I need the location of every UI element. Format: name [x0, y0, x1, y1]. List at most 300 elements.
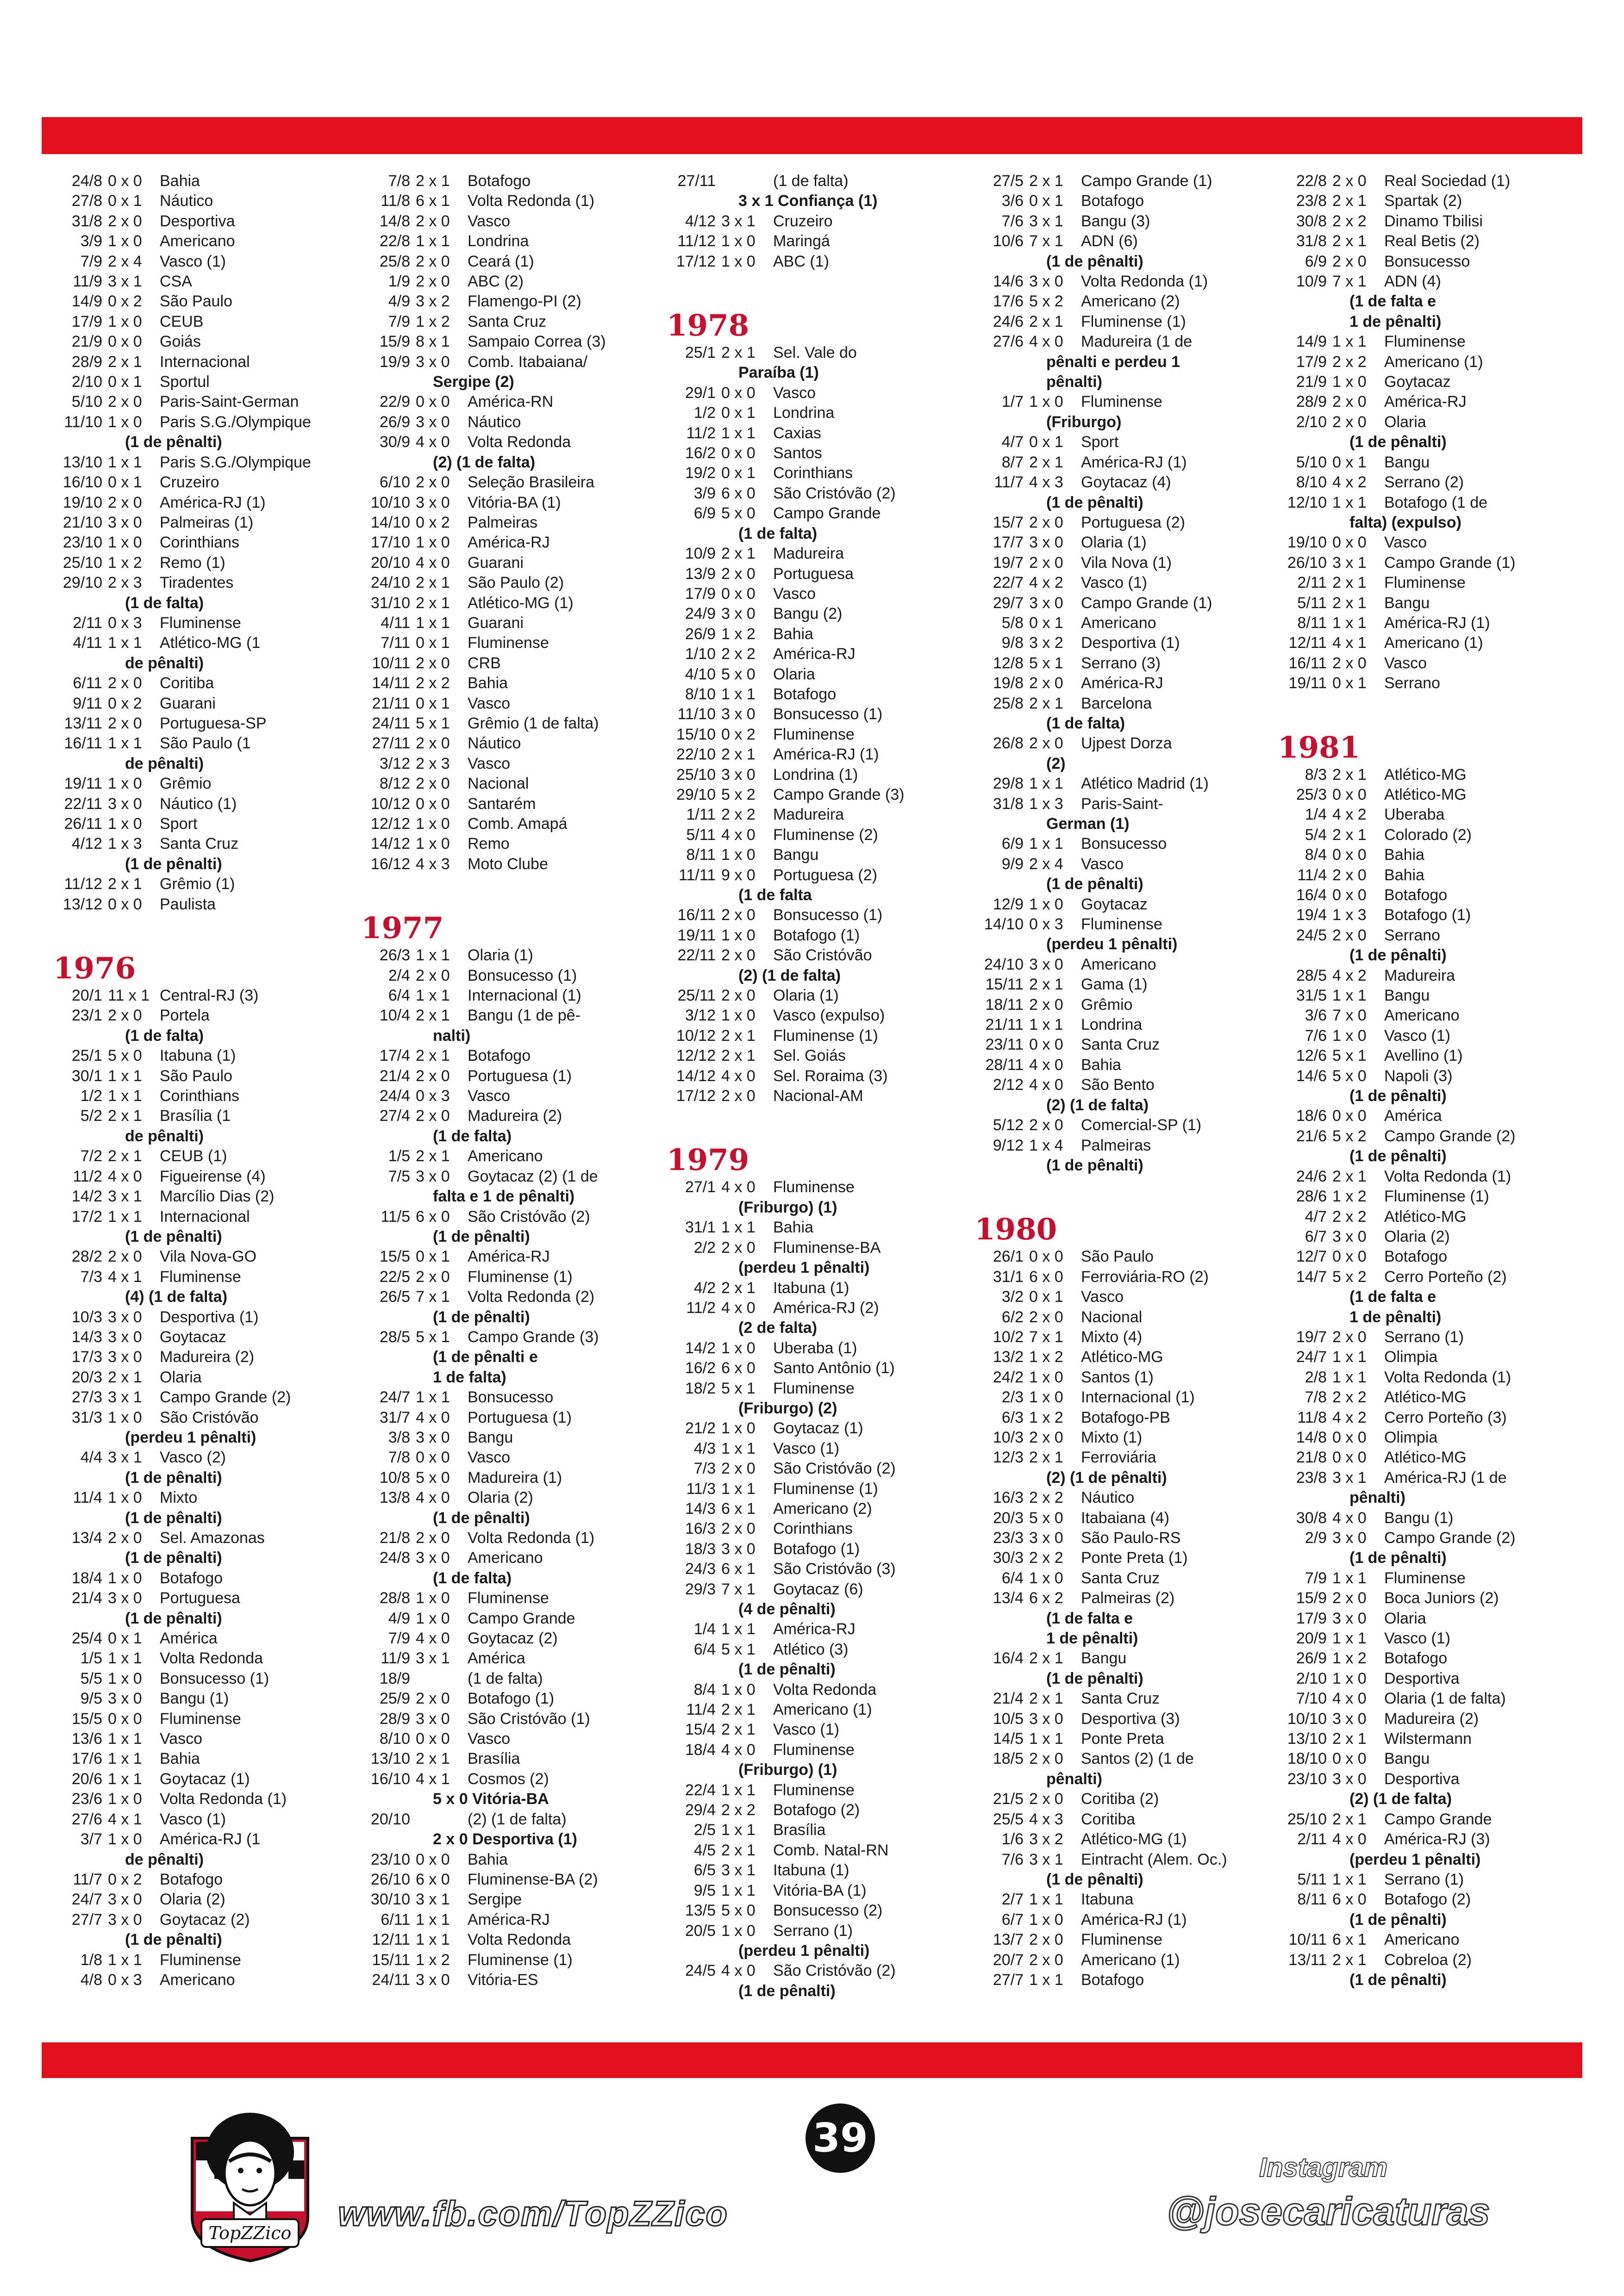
match-opponent: Americano (2)	[1081, 292, 1180, 311]
match-note: (1 de falta)	[738, 524, 818, 542]
match-opponent: Vila Nova-GO	[160, 1248, 257, 1266]
match-score: 1 x 1	[1332, 1569, 1367, 1587]
match-date: 2/10	[1296, 413, 1327, 431]
match-date: 18/4	[71, 1569, 102, 1587]
match-row	[352, 1408, 676, 1428]
match-score: 2 x 1	[1029, 312, 1063, 330]
match-score: 2 x 0	[108, 212, 142, 230]
match-score: 0 x 1	[416, 634, 450, 652]
match-date: 9/8	[1001, 634, 1024, 652]
match-row	[1268, 1950, 1593, 1970]
match-date: 11/8	[1297, 1408, 1327, 1426]
match-opponent: Barcelona	[1081, 694, 1152, 712]
match-row	[657, 212, 981, 231]
match-note: (perdeu 1 pênalti)	[1349, 1850, 1481, 1868]
match-score: 2 x 0	[1029, 996, 1063, 1014]
match-row	[657, 1720, 981, 1740]
match-score: 1 x 1	[721, 685, 756, 703]
match-row	[1268, 986, 1593, 1006]
match-opponent: Olimpia	[1384, 1428, 1438, 1446]
match-opponent: Fluminense	[1081, 393, 1162, 411]
match-row	[352, 352, 676, 372]
match-score: 1 x 1	[108, 453, 142, 471]
match-note: (1 de pênalti e	[433, 1348, 538, 1366]
match-date: 11/10	[677, 705, 716, 723]
match-opponent: Real Betis (2)	[1384, 232, 1480, 250]
match-opponent: Maringá	[773, 232, 830, 250]
match-row	[1268, 1468, 1593, 1488]
match-date: 10/11	[372, 654, 410, 672]
match-opponent: Botafogo	[1081, 192, 1144, 210]
match-note: (Friburgo) (1)	[738, 1761, 837, 1779]
match-date: 25/10	[1287, 1810, 1327, 1828]
match-date: 31/1	[685, 1219, 716, 1237]
match-opponent: Portuguesa (1)	[468, 1408, 572, 1426]
match-date: 24/6	[993, 312, 1024, 330]
match-opponent: Paris S.G./Olympique	[160, 453, 311, 471]
match-opponent: Campo Grande (1)	[1384, 554, 1516, 572]
match-opponent: Vitória-ES	[468, 1971, 538, 1989]
match-score: 1 x 1	[416, 232, 450, 250]
match-note: (2) (1 de falta)	[433, 453, 536, 471]
match-opponent: Santa Cruz	[1081, 1690, 1160, 1708]
match-score: 2 x 0	[416, 775, 450, 793]
match-score: 3 x 0	[721, 605, 756, 623]
match-opponent: Bahia	[468, 674, 508, 692]
results-column-4	[965, 171, 1289, 1990]
match-date: 11/2	[686, 424, 716, 442]
match-row	[44, 1769, 340, 1789]
match-opponent: São Paulo	[160, 1067, 232, 1085]
match-date: 2/10	[71, 373, 102, 391]
match-row	[44, 372, 340, 392]
match-score: 3 x 0	[416, 413, 450, 431]
match-score: 5 x 0	[416, 1468, 450, 1487]
match-row	[352, 1850, 676, 1870]
match-opponent: Fluminense	[773, 1741, 855, 1759]
match-opponent: Fluminense	[468, 634, 549, 652]
match-score: 2 x 0	[1332, 1589, 1367, 1607]
match-row	[1268, 1066, 1593, 1086]
match-row	[657, 1006, 981, 1026]
match-opponent: Fluminense	[1384, 333, 1466, 351]
match-row	[352, 252, 676, 272]
match-opponent: Vasco	[1384, 654, 1427, 672]
match-date: 24/10	[984, 955, 1024, 973]
match-opponent: Campo Grande (2)	[160, 1388, 291, 1406]
match-date: 18/11	[985, 996, 1024, 1014]
match-opponent: Internacional	[160, 353, 250, 371]
match-row	[44, 1046, 340, 1066]
match-score: 1 x 1	[108, 1730, 142, 1748]
match-note: (2) (1 de falta)	[1046, 1096, 1149, 1114]
match-opponent: Sergipe	[468, 1891, 522, 1909]
match-score: 2 x 0	[108, 674, 142, 692]
match-score: 0 x 0	[108, 172, 142, 190]
match-score: 3 x 0	[1332, 1227, 1367, 1245]
match-date: 17/10	[370, 534, 410, 552]
match-row	[657, 1961, 981, 1981]
match-row	[965, 1890, 1289, 1910]
match-row	[1268, 1629, 1593, 1649]
match-score: 2 x 0	[721, 906, 756, 924]
match-row	[1268, 1669, 1593, 1689]
match-opponent: Cerro Porteño (3)	[1384, 1408, 1507, 1426]
match-date: 31/3	[71, 1408, 102, 1426]
match-date: 16/2	[685, 1359, 716, 1377]
match-date: 6/10	[379, 473, 410, 492]
match-date: 14/12	[676, 1067, 716, 1085]
match-opponent: Coritiba	[160, 674, 214, 692]
match-note: (1 de pênalti)	[1046, 252, 1143, 270]
match-row	[965, 171, 1289, 191]
match-date: 24/4	[379, 1087, 410, 1105]
match-date: 25/3	[1296, 785, 1327, 803]
match-note: (1 de falta)	[125, 594, 204, 612]
match-row	[965, 272, 1289, 292]
match-score: 2 x 1	[108, 1107, 142, 1125]
match-row	[44, 1729, 340, 1749]
match-score: 7 x 1	[721, 1580, 756, 1598]
match-date: 25/9	[379, 1690, 410, 1708]
match-date: 25/1	[685, 344, 716, 362]
match-note: (1 de pênalti)	[125, 1931, 222, 1949]
match-date: 21/4	[71, 1589, 102, 1607]
match-date: 21/4	[993, 1690, 1024, 1708]
match-score: 3 x 0	[108, 1891, 142, 1909]
match-note: (1 de falta e	[1046, 1609, 1133, 1627]
match-note: de pênalti)	[125, 754, 204, 772]
match-date: 7/6	[1001, 212, 1024, 230]
match-score: 4 x 0	[721, 826, 756, 844]
match-row	[657, 1298, 981, 1318]
match-date: 4/4	[80, 1449, 102, 1467]
match-date: 16/4	[1296, 886, 1327, 904]
match-note: (1 de pênalti)	[1349, 1087, 1447, 1105]
match-note: pênalti e perdeu 1	[1046, 353, 1181, 371]
match-row	[657, 1177, 981, 1197]
match-opponent: Santos	[773, 444, 822, 462]
match-date: 21/11	[372, 694, 410, 712]
match-row	[657, 1046, 981, 1066]
match-row	[352, 593, 676, 613]
match-opponent: Spartak (2)	[1384, 192, 1462, 210]
match-row	[965, 191, 1289, 211]
match-row	[44, 212, 340, 231]
match-date: 4/5	[693, 1841, 716, 1859]
match-score: 2 x 0	[721, 1460, 756, 1478]
instagram-handle: @josecaricaturas	[1167, 2190, 1490, 2233]
match-row	[965, 613, 1289, 633]
match-score: 1 x 0	[721, 1680, 756, 1699]
match-opponent: Remo (1)	[160, 554, 225, 572]
match-opponent: Bonsucesso (1)	[468, 966, 577, 984]
match-date: 13/10	[1287, 1730, 1327, 1748]
match-opponent: Napoli (3)	[1384, 1067, 1453, 1085]
match-opponent: Desportiva	[1384, 1669, 1460, 1687]
match-score: 0 x 0	[1029, 1036, 1063, 1054]
match-opponent: Vila Nova (1)	[1081, 554, 1172, 572]
match-opponent: Náutico	[468, 734, 521, 753]
match-opponent: Corinthians	[160, 534, 239, 552]
match-score: 1 x 2	[416, 312, 450, 330]
match-opponent: Fluminense	[1081, 915, 1162, 933]
match-date: 22/11	[677, 946, 716, 964]
match-note: (4 de pênalti)	[738, 1600, 836, 1618]
match-score: 2 x 2	[1332, 1388, 1367, 1406]
match-opponent: (1 de falta)	[468, 1669, 543, 1687]
match-score: 6 x 1	[721, 1500, 756, 1518]
match-opponent: Volta Redonda (1)	[468, 192, 595, 210]
match-row	[657, 252, 981, 272]
match-score: 2 x 0	[1029, 1308, 1063, 1326]
match-note: 1 de falta)	[433, 1368, 506, 1386]
match-row	[44, 613, 340, 633]
match-opponent: Bahia	[1384, 866, 1424, 884]
match-score: 1 x 0	[108, 232, 142, 250]
match-date: 14/3	[685, 1500, 716, 1518]
match-opponent: Olaria	[1384, 1609, 1426, 1627]
match-date: 8/10	[1296, 473, 1327, 492]
match-opponent: (2) (1 de falta)	[468, 1810, 567, 1828]
match-date: 8/4	[693, 1680, 716, 1699]
match-opponent: Vasco (2)	[160, 1449, 226, 1467]
match-date: 28/11	[985, 1056, 1024, 1074]
match-row	[657, 1086, 981, 1106]
match-date: 21/5	[993, 1790, 1024, 1808]
match-date: 23/8	[1296, 1468, 1327, 1487]
match-score: 0 x 2	[721, 725, 756, 743]
match-date: 6/9	[1305, 252, 1327, 270]
match-row	[44, 252, 340, 272]
match-date: 14/5	[993, 1730, 1024, 1748]
match-score: 1 x 0	[721, 232, 756, 250]
match-date: 28/9	[379, 1710, 410, 1728]
match-score: 0 x 1	[108, 192, 142, 210]
match-opponent: Volta Redonda (1)	[1384, 1167, 1512, 1185]
match-opponent: CRB	[468, 654, 501, 672]
match-opponent: Americano	[468, 1147, 543, 1165]
match-date: 8/11	[1297, 614, 1327, 632]
match-score: 4 x 0	[1332, 1509, 1367, 1527]
match-score: 0 x 2	[108, 694, 142, 712]
match-date: 1/2	[80, 1087, 102, 1105]
match-row	[44, 272, 340, 292]
match-date: 23/10	[1287, 1770, 1327, 1788]
match-score: 5 x 0	[721, 504, 756, 523]
year-heading: 1980	[974, 1212, 1057, 1247]
match-date: 1/7	[1001, 393, 1024, 411]
match-row	[1268, 805, 1593, 825]
match-score: 2 x 0	[108, 493, 142, 511]
match-row	[657, 1860, 981, 1880]
match-score: 2 x 1	[1332, 1730, 1367, 1748]
match-date: 1/9	[388, 273, 410, 291]
match-date: 30/9	[379, 433, 410, 451]
match-row	[965, 432, 1289, 452]
match-note: (Friburgo) (1)	[738, 1198, 837, 1216]
match-row	[657, 1780, 981, 1800]
match-opponent: Corinthians	[773, 464, 853, 482]
match-note: (1 de pênalti)	[1349, 1910, 1447, 1929]
match-opponent: Botafogo	[1384, 1248, 1448, 1266]
match-row	[1268, 1408, 1593, 1428]
match-opponent: Santos (2) (1 de	[1081, 1750, 1194, 1768]
match-note: falta e 1 de pênalti)	[433, 1188, 575, 1206]
match-row	[657, 684, 981, 704]
match-score: 2 x 1	[416, 1047, 450, 1065]
match-score: 1 x 1	[108, 734, 142, 753]
match-date: 7/3	[80, 1268, 102, 1286]
match-date: 17/9	[1296, 353, 1327, 371]
match-opponent: São Cristóvão (2)	[773, 484, 896, 502]
match-row	[657, 725, 981, 745]
match-row	[657, 1278, 981, 1298]
match-date: 13/10	[370, 1750, 410, 1768]
match-score: 1 x 0	[108, 1569, 142, 1587]
match-date: 13/8	[379, 1489, 410, 1507]
match-score: 7 x 1	[1332, 273, 1367, 291]
match-date: 7/11	[381, 634, 410, 652]
match-score: 2 x 0	[1332, 393, 1367, 411]
match-note: (1 de pênalti)	[1046, 1870, 1143, 1888]
match-score: 1 x 2	[1332, 1188, 1367, 1206]
match-opponent: Madureira (2)	[468, 1107, 562, 1125]
match-score: 5 x 2	[1332, 1268, 1367, 1286]
match-date: 25/4	[71, 1630, 102, 1648]
match-row	[1268, 1870, 1593, 1890]
match-score: 5 x 0	[721, 665, 756, 683]
match-score: 1 x 1	[721, 1821, 756, 1839]
match-date: 4/2	[693, 1279, 716, 1297]
match-note: nalti)	[433, 1027, 471, 1045]
match-score: 2 x 0	[721, 1087, 756, 1105]
match-date: 19/11	[677, 926, 716, 944]
match-date: 6/9	[1001, 835, 1024, 853]
match-opponent: Mixto	[160, 1489, 198, 1507]
match-date: 1/8	[80, 1951, 102, 1969]
match-row	[44, 1146, 340, 1166]
match-score: 3 x 0	[416, 1710, 450, 1728]
match-score: 5 x 0	[1332, 1067, 1367, 1085]
match-score: 2 x 0	[721, 946, 756, 964]
match-score: 1 x 0	[416, 534, 450, 552]
match-row	[657, 343, 981, 363]
section-spacer	[44, 915, 340, 945]
match-row	[352, 854, 676, 874]
match-score: 1 x 1	[108, 1067, 142, 1085]
match-score: 2 x 0	[1029, 554, 1063, 572]
match-row	[352, 613, 676, 633]
match-score: 1 x 0	[416, 1589, 450, 1607]
match-row	[352, 1207, 676, 1227]
match-date: 24/7	[1296, 1348, 1327, 1366]
match-opponent: Americano (1)	[1384, 634, 1483, 652]
match-row	[352, 1870, 676, 1890]
match-date: 24/2	[993, 1368, 1024, 1386]
match-row	[1268, 352, 1593, 372]
match-row	[44, 392, 340, 412]
match-score: 2 x 0	[721, 565, 756, 583]
match-score: 2 x 0	[1332, 654, 1367, 672]
match-opponent: Sport	[1081, 433, 1119, 451]
match-score: 0 x 3	[108, 1971, 142, 1989]
match-score: 0 x 3	[108, 614, 142, 632]
match-date: 24/6	[1296, 1167, 1327, 1185]
match-opponent: Vasco	[1384, 534, 1427, 552]
match-date: 6/2	[1001, 1308, 1024, 1326]
match-score: 6 x 0	[416, 1870, 450, 1888]
match-opponent: Vasco	[773, 585, 816, 603]
match-score: 2 x 1	[1332, 192, 1367, 210]
match-row	[44, 533, 340, 553]
match-row	[1268, 191, 1593, 211]
match-note: Sergipe (2)	[433, 373, 514, 391]
match-row	[657, 544, 981, 564]
match-note: (1 de pênalti)	[125, 1609, 222, 1627]
match-opponent: Atlético-MG	[1384, 1207, 1467, 1226]
match-score: 4 x 2	[1332, 1408, 1367, 1426]
match-opponent: Fluminense	[160, 1710, 241, 1728]
match-row	[44, 734, 340, 753]
match-row	[965, 1850, 1289, 1870]
match-opponent: Fluminense (1)	[1384, 1188, 1489, 1206]
match-row	[1268, 1046, 1593, 1066]
match-row	[965, 1055, 1289, 1075]
section-spacer	[657, 272, 981, 302]
match-row	[352, 1588, 676, 1608]
match-opponent: São Cristóvão (2)	[468, 1207, 590, 1226]
match-row	[965, 995, 1289, 1015]
match-score: 2 x 1	[416, 1007, 450, 1025]
match-row	[965, 513, 1289, 533]
match-date: 2/9	[1305, 1529, 1327, 1547]
match-opponent: Grêmio	[1081, 996, 1133, 1014]
match-date: 24/10	[370, 574, 410, 592]
match-opponent: Wilstermann	[1384, 1730, 1472, 1748]
match-opponent: Vasco	[468, 1087, 510, 1105]
match-score: 1 x 0	[1029, 1368, 1063, 1386]
match-note: (1 de pênalti)	[125, 1549, 222, 1567]
match-date: 13/2	[993, 1348, 1024, 1366]
match-opponent: Botafogo	[1081, 1971, 1144, 1989]
match-date: 20/1	[71, 987, 102, 1005]
match-opponent: Portuguesa	[160, 1589, 240, 1607]
match-score: 2 x 0	[108, 714, 142, 732]
match-row	[352, 794, 676, 814]
match-score: 3 x 0	[416, 1971, 450, 1989]
match-opponent: América-RJ	[773, 1620, 856, 1638]
match-score: 1 x 0	[108, 775, 142, 793]
match-score: 0 x 0	[721, 585, 756, 603]
match-opponent: Vasco	[468, 754, 510, 772]
match-score: 1 x 1	[108, 1750, 142, 1768]
match-opponent: Fluminense	[773, 725, 855, 743]
match-score: 3 x 1	[1332, 1468, 1367, 1487]
match-row	[1268, 453, 1593, 473]
match-score: 2 x 0	[108, 1248, 142, 1266]
match-row	[657, 171, 981, 191]
match-row	[657, 865, 981, 885]
match-row	[657, 1066, 981, 1086]
match-opponent: Mixto (1)	[1081, 1428, 1143, 1446]
match-date: 31/1	[993, 1268, 1024, 1286]
match-score: 2 x 0	[1029, 1931, 1063, 1949]
match-score: 0 x 0	[416, 1449, 450, 1467]
match-opponent: Atlético-MG (1)	[1081, 1830, 1187, 1848]
match-date: 24/3	[685, 1560, 716, 1578]
match-opponent: Bahia	[1081, 1056, 1121, 1074]
